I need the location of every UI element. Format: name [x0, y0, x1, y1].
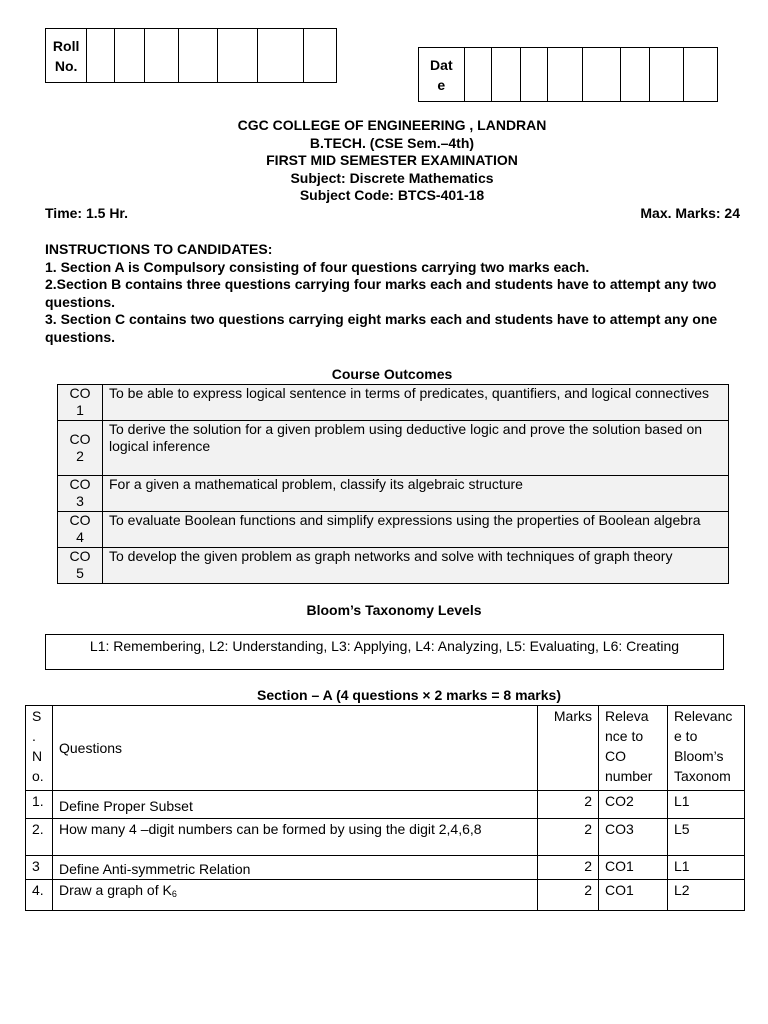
- roll-digit-box[interactable]: [115, 29, 144, 83]
- co-code: CO 5: [58, 548, 103, 584]
- co-code: CO 3: [58, 476, 103, 512]
- co-row: [58, 385, 729, 421]
- instructions-title: INSTRUCTIONS TO CANDIDATES:: [45, 241, 273, 257]
- bloom-levels-box: [45, 634, 724, 670]
- question-co: CO1: [599, 856, 668, 880]
- subject-code: Subject Code: BTCS-401-18: [299, 187, 485, 203]
- question-text: How many 4 –digit numbers can be formed by using the digit 2,4,6,8: [53, 819, 538, 856]
- instructions: [45, 241, 745, 346]
- roll-label: Roll No.: [46, 29, 87, 83]
- question-number: 3: [26, 856, 53, 880]
- co-code: CO 2: [58, 421, 103, 476]
- section-a-table: [25, 705, 745, 911]
- question-level: L1: [668, 856, 745, 880]
- sno-header: S . N o.: [26, 706, 53, 791]
- question-marks: 2: [538, 791, 599, 819]
- co-relevance-header: Releva nce to CO number: [599, 706, 668, 791]
- roll-digit-box[interactable]: [144, 29, 178, 83]
- date-label: Dat e: [419, 48, 465, 102]
- roll-digit-box[interactable]: [218, 29, 258, 83]
- roll-digit-box[interactable]: [87, 29, 115, 83]
- question-number: 2.: [26, 819, 53, 856]
- question-co: CO2: [599, 791, 668, 819]
- date-digit-box[interactable]: [520, 48, 548, 102]
- co-row: [58, 512, 729, 548]
- college-name: CGC COLLEGE OF ENGINEERING , LANDRAN: [237, 117, 547, 133]
- exam-name: FIRST MID SEMESTER EXAMINATION: [266, 152, 518, 168]
- date-digit-box[interactable]: [548, 48, 582, 102]
- bloom-relevance-header: Relevanc e to Bloom’s Taxonom: [668, 706, 745, 791]
- question-level: L2: [668, 880, 745, 911]
- question-level: L1: [668, 791, 745, 819]
- date-digit-box[interactable]: [649, 48, 683, 102]
- roll-digit-box[interactable]: [178, 29, 217, 83]
- table-row: [26, 856, 745, 880]
- questions-header: Questions: [53, 706, 538, 791]
- subscript: 6: [171, 889, 177, 899]
- instruction-item: 1. Section A is Compulsory consisting of four questions carrying two marks each.: [45, 258, 590, 275]
- exam-header: [0, 117, 768, 205]
- table-row: [26, 819, 745, 856]
- date-digit-box[interactable]: [684, 48, 718, 102]
- date-digit-box[interactable]: [464, 48, 492, 102]
- date-digit-box[interactable]: [582, 48, 620, 102]
- co-description: For a given a mathematical problem, classify its algebraic structure: [103, 476, 729, 512]
- section-a-header-row: [26, 706, 745, 791]
- question-level: L5: [668, 819, 745, 856]
- question-co: CO3: [599, 819, 668, 856]
- co-row: [58, 421, 729, 476]
- question-number: 4.: [26, 880, 53, 911]
- question-co: CO1: [599, 880, 668, 911]
- question-marks: 2: [538, 856, 599, 880]
- co-row: [58, 476, 729, 512]
- question-text: Draw a graph of $K_6$: [53, 880, 538, 911]
- section-a-title: Section – A (4 questions × 2 marks = 8 marks): [257, 687, 561, 703]
- co-description: To evaluate Boolean functions and simplify expressions using the properties of Boolean algebra: [103, 512, 729, 548]
- roll-digit-box[interactable]: [303, 29, 336, 83]
- instruction-item: 3. Section C contains two questions carrying eight marks each and students have to attempt any one questions.: [45, 311, 718, 345]
- date-digit-box[interactable]: [621, 48, 650, 102]
- table-row: [26, 791, 745, 819]
- roll-digit-box[interactable]: [258, 29, 303, 83]
- marks-header: Marks: [538, 706, 599, 791]
- question-text: Define Anti-symmetric Relation: [53, 856, 538, 880]
- co-code: CO 1: [58, 385, 103, 421]
- date-boxes: [418, 47, 718, 102]
- course-outcomes-title: Course Outcomes: [331, 366, 453, 382]
- question-number: 1.: [26, 791, 53, 819]
- instruction-item: 2.Section B contains three questions carrying four marks each and students have to attempt any two questions.: [45, 276, 717, 310]
- co-description: To derive the solution for a given problem using deductive logic and prove the solution based on logical inference: [103, 421, 729, 476]
- subject-name: Subject: Discrete Mathematics: [290, 169, 494, 186]
- max-marks: Max. Marks: 24: [640, 205, 740, 221]
- bloom-title: Bloom’s Taxonomy Levels: [306, 602, 482, 618]
- date-digit-box[interactable]: [492, 48, 521, 102]
- exam-time: Time: 1.5 Hr.: [45, 205, 129, 221]
- co-row: [58, 548, 729, 584]
- bloom-levels-text: L1: Remembering, L2: Understanding, L3: Applying, L4: Analyzing, L5: Evaluating, L6: Creating: [89, 638, 680, 654]
- question-marks: 2: [538, 819, 599, 856]
- question-marks: 2: [538, 880, 599, 911]
- co-code: CO 4: [58, 512, 103, 548]
- program-name: B.TECH. (CSE Sem.–4th): [309, 134, 475, 151]
- question-text: Define Proper Subset: [53, 791, 538, 819]
- co-description: To develop the given problem as graph networks and solve with techniques of graph theory: [103, 548, 729, 584]
- roll-number-boxes: [45, 28, 337, 83]
- course-outcomes-table: [57, 384, 729, 584]
- table-row: [26, 880, 745, 911]
- co-description: To be able to express logical sentence in terms of predicates, quantifiers, and logical connectives: [103, 385, 729, 421]
